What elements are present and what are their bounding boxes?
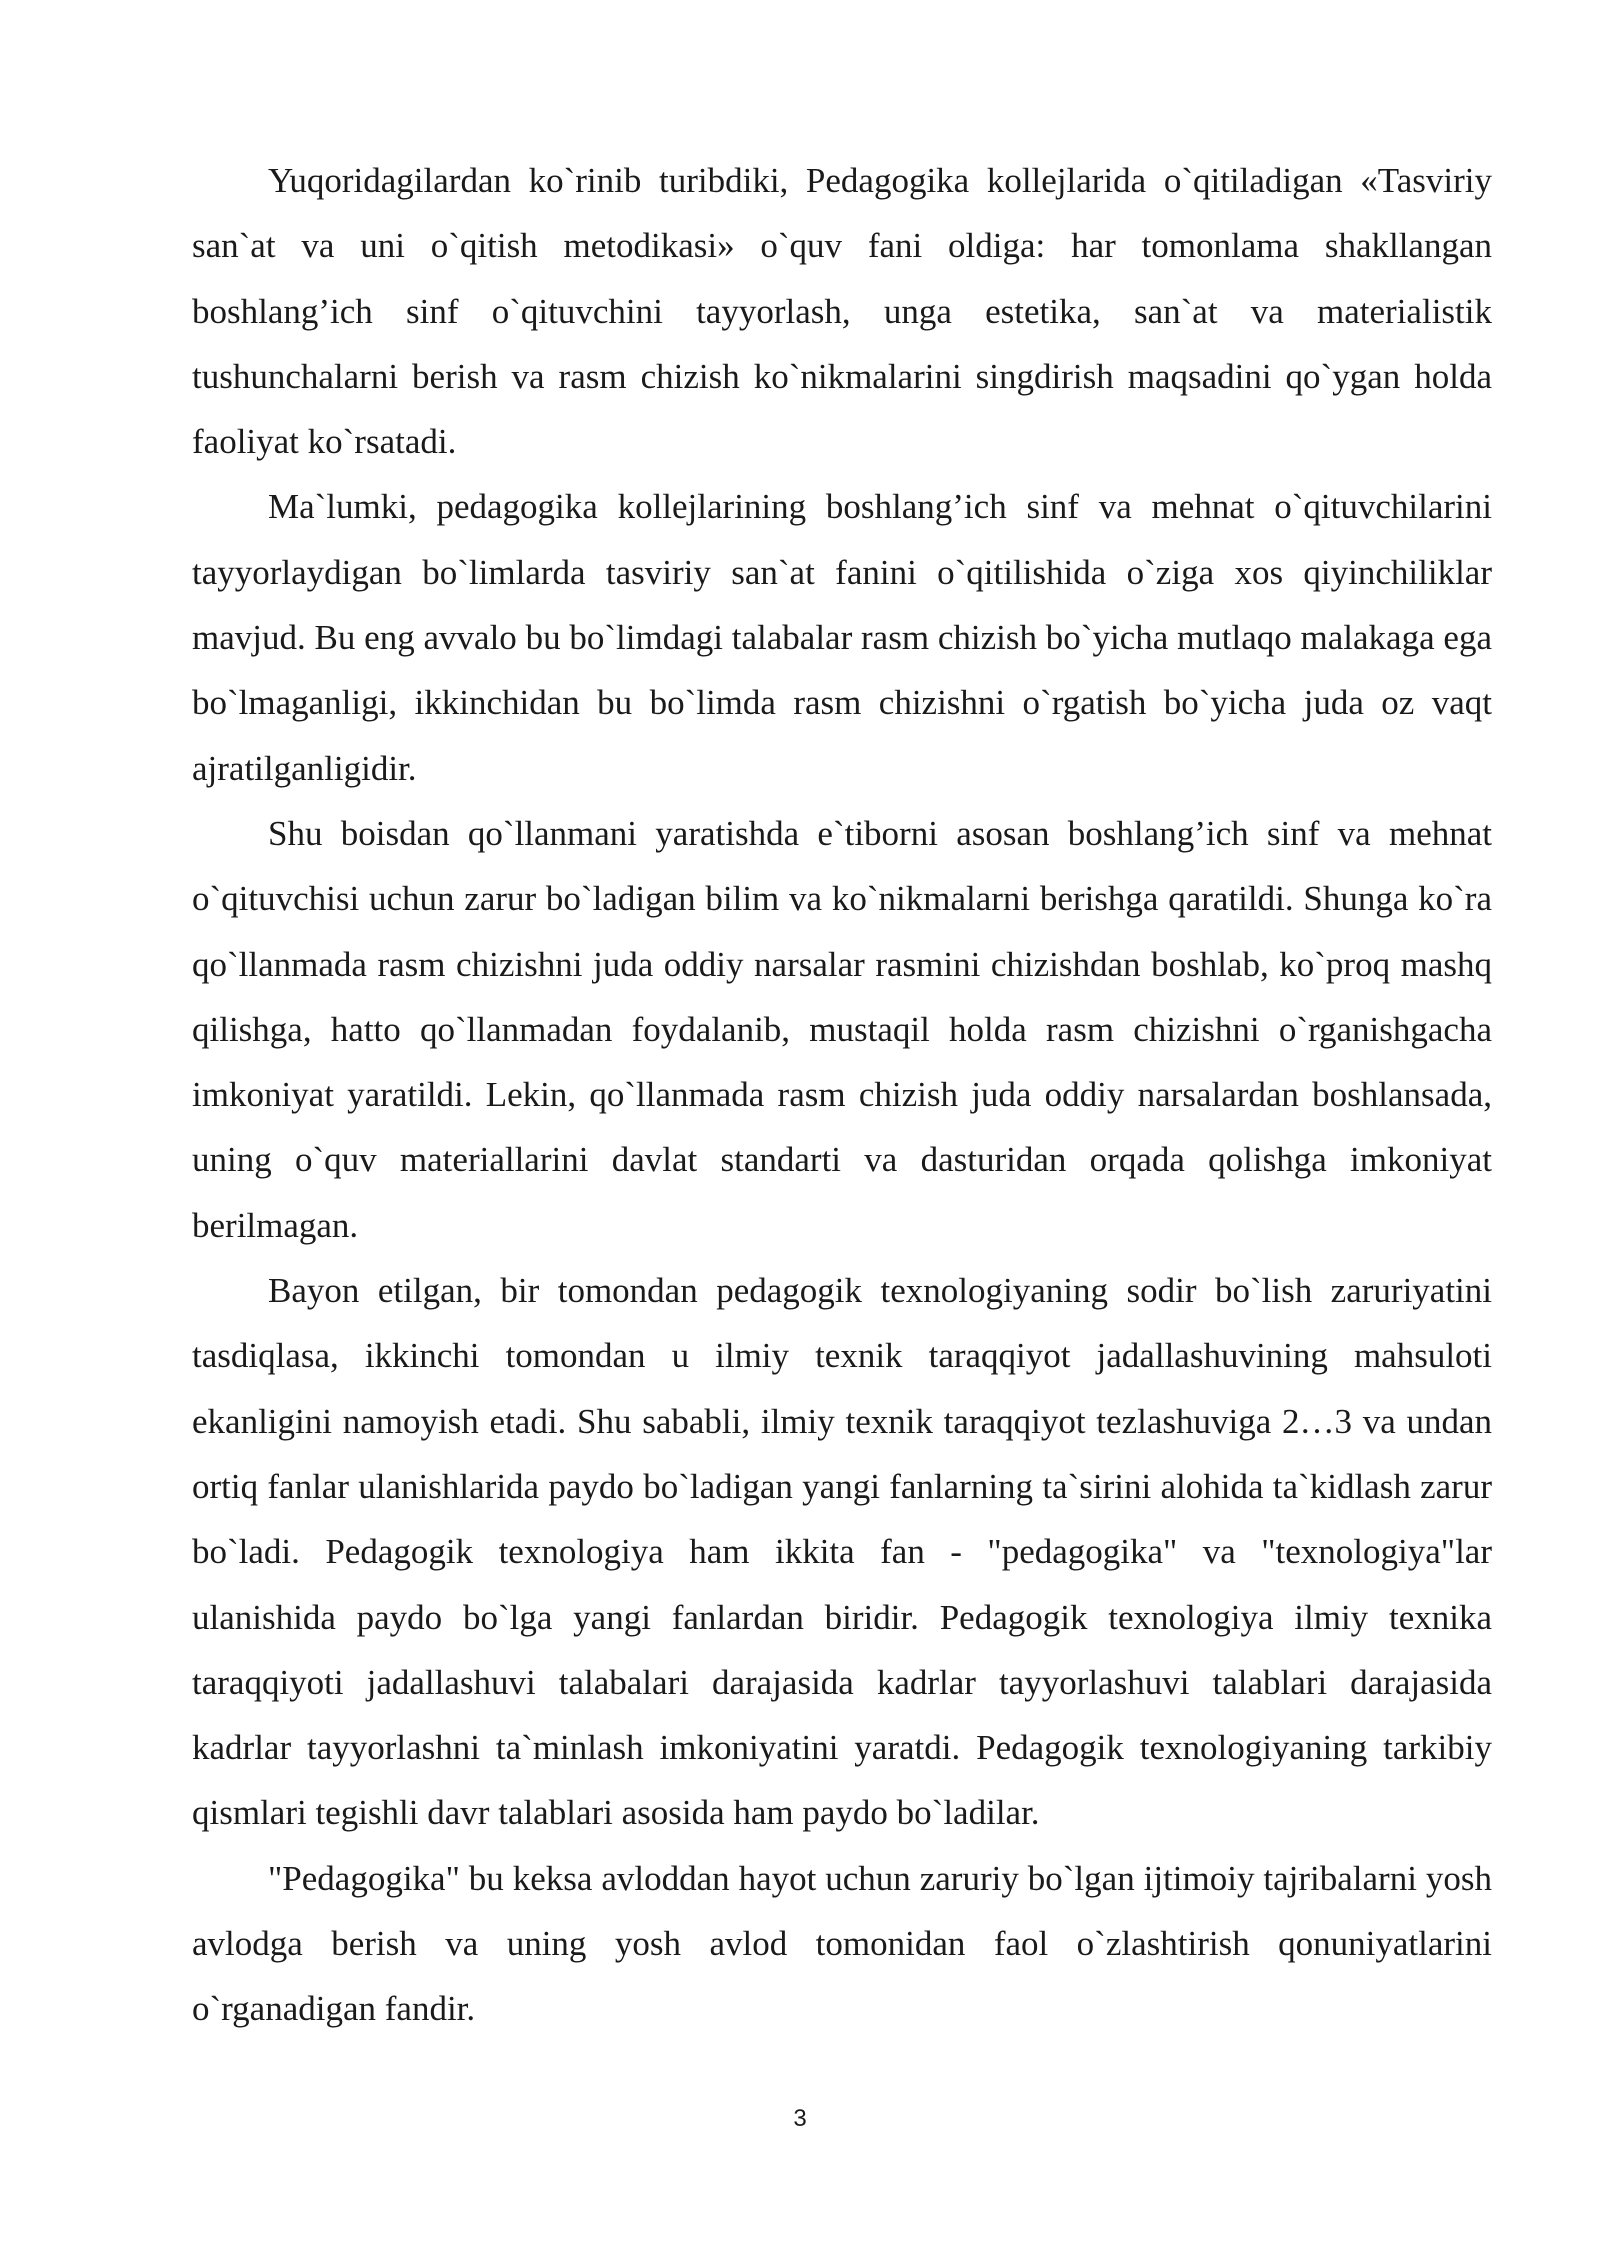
paragraph-3: Shu boisdan qo`llanmani yaratishda e`tiborni asosan boshlang’ich sinf va mehnat o`qituvchisi uchun zarur bo`ladigan bilim va ko`nikmalarni berishga qaratildi. Shunga ko`ra qo`llanmada rasm chizishni juda oddiy narsalar rasmini chizishdan boshlab, ko`proq mashq qilishga, hatto qo`llanmadan foydalanib, mustaqil holda rasm chizishni o`rganishgacha imkoniyat yaratildi. Lekin, qo`llanmada rasm chizish juda oddiy narsalardan boshlansada, uning o`quv materiallarini davlat standarti va dasturidan orqada qolishga imkoniyat berilmagan. — [192, 813, 1492, 1245]
paragraph-5: "Pedagogika" bu keksa avloddan hayot uchun zaruriy bo`lgan ijtimoiy tajribalarni yosh avlodga berish va uning yosh avlod tomonidan faol o`zlashtirish qonuniyatlarini o`rganadigan fandir. — [192, 1858, 1492, 2029]
paragraph-1: Yuqoridagilardan ko`rinib turibdiki, Pedagogika kollejlarida o`qitiladigan «Tasviriy san`at va uni o`qitish metodikasi» o`quv fani oldiga: har tomonlama shakllangan boshlang’ich sinf o`qituvchini tayyorlash, unga estetika, san`at va materialistik tushunchalarni berish va rasm chizish ko`nikmalarini singdirish maqsadini qo`ygan holda faoliyat ko`rsatadi. — [192, 161, 1492, 462]
paragraph-2: Ma`lumki, pedagogika kollejlarining boshlang’ich sinf va mehnat o`qituvchilarini tayyorlaydigan bo`limlarda tasviriy san`at fanini o`qitilishida o`ziga xos qiyinchiliklar mavjud. Bu eng avvalo bu bo`limdagi talabalar rasm chizish bo`yicha mutlaqo malakaga ega bo`lmaganligi, ikkinchidan bu bo`limda rasm chizishni o`rgatish bo`yicha juda oz vaqt ajratilganligidir. — [192, 487, 1492, 788]
paragraph-4: Bayon etilgan, bir tomondan pedagogik texnologiyaning sodir bo`lish zaruriyatini tasdiqlasa, ikkinchi tomondan u ilmiy texnik taraqqiyot jadallashuvining mahsuloti ekanligini namoyish etadi. Shu sababli, ilmiy texnik taraqqiyot tezlashuviga 2…3 va undan ortiq fanlar ulanishlarida paydo bo`ladigan yangi fanlarning ta`sirini alohida ta`kidlash zarur bo`ladi. Pedagogik texnologiya ham ikkita fan - "pedagogika" va "texnologiya"lar ulanishida paydo bo`lga yangi fanlardan biridir. Pedagogik texnologiya ilmiy texnika taraqqiyoti jadallashuvi talabalari darajasida kadrlar tayyorlashuvi talablari darajasida kadrlar tayyorlashni ta`minlash imkoniyatini yaratdi. Pedagogik texnologiyaning tarkibiy qismlari tegishli davr talablari asosida ham paydo bo`ladilar. — [192, 1271, 1492, 1833]
page-number: 3 — [793, 2105, 807, 2132]
document-page — [192, 148, 1492, 2042]
